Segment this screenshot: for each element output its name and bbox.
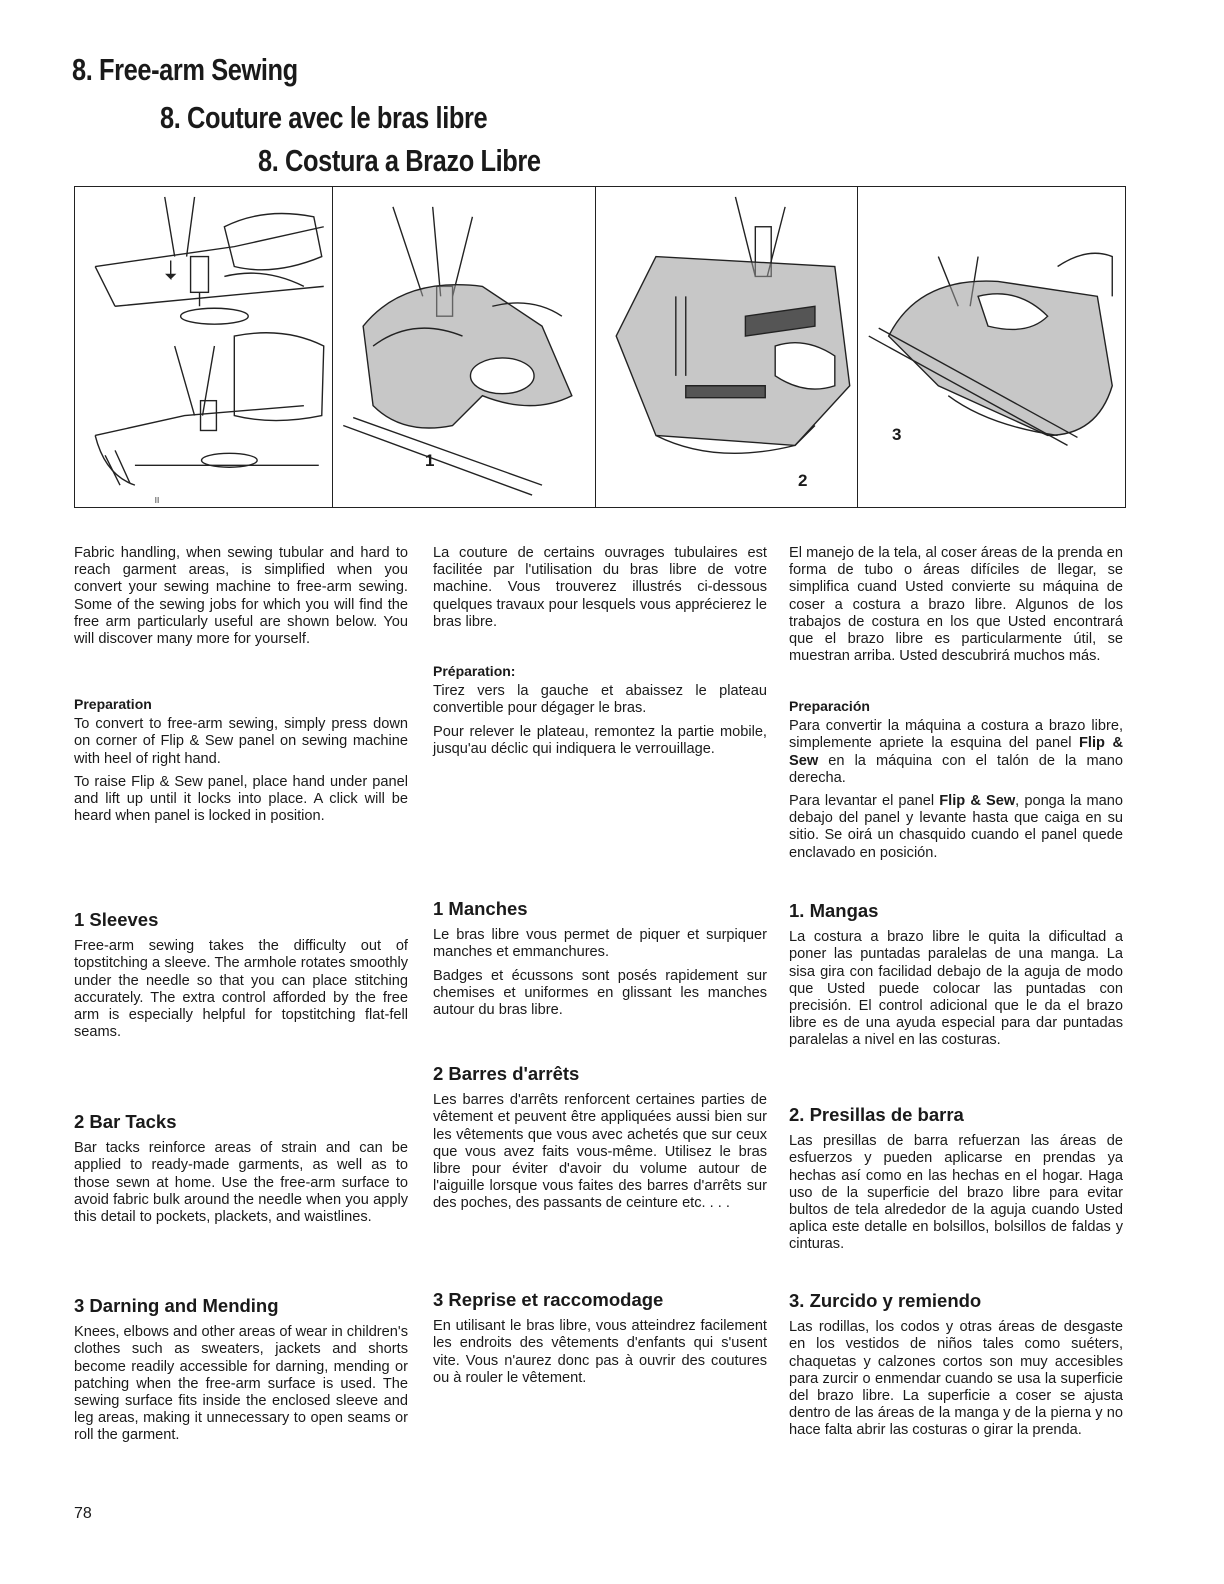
section-text-sleeves: Free-arm sewing takes the difficulty out of topstitching a sleeve. The armhole rotates smoothly under the needle so that you can place stitching accurately. The extra control afforded by the free arm is especially helpful for topstitching flat-fell seams. [74,938,408,1041]
section-heading-barres: 2 Barres d'arrêts [433,1063,580,1084]
section-text-bar-tacks: Bar tacks reinforce areas of strain and can be applied to ready-made garments, as well as to those sewn at home. Use the free-arm surface to avoid fabric bulk around the needle when you apply this detail to pockets, plackets, and waistlines. [74,1140,408,1226]
illustration-bar-tacks [596,187,858,507]
section-heading-darning: 3 Darning and Mending [74,1295,279,1316]
section-heading-mangas: 1. Mangas [789,900,879,921]
preparation-heading: Preparación [789,698,870,714]
intro-text: El manejo de la tela, al coser áreas de la prenda en forma de tubo o áreas difíciles de llegar, se simplifica cuand Usted convierte su máquina de coser a costura a brazo libre. Algunos de los trabajos de costura en los que Usted encontrará que el brazo libre es particularmente útil, se muestran arriba. Usted descubrirá muchos más. [789,545,1123,665]
preparation-text-2: To raise Flip & Sew panel, place hand under panel and lift up until it locks into place. A click will be heard when panel is locked in position. [74,773,408,825]
page-title-es: 8. Costura a Brazo Libre [258,143,541,178]
preparation-text-1: Para convertir la máquina a costura a brazo libre, simplemente apriete la esquina del panel Flip & Sew en la máquina con el talón de la mano derecha. [789,718,1123,786]
intro-text: Fabric handling, when sewing tubular and hard to reach garment areas, is simplified when you convert your sewing machine to free-arm sewing. Some of the sewing jobs for which you will find the free arm particularly useful are shown below. You will discover many more for yourself. [74,545,408,648]
section-heading-sleeves: 1 Sleeves [74,909,159,930]
section-text-manches-1: Le bras libre vous permet de piquer et surpiquer manches et emmanchures. [433,927,767,961]
section-heading-bar-tacks: 2 Bar Tacks [74,1111,177,1132]
page-number: 78 [74,1505,92,1522]
section-heading-presillas: 2. Presillas de barra [789,1104,964,1125]
preparation-text-1: Tirez vers la gauche et abaissez le plateau convertible pour dégager le bras. [433,683,767,717]
section-text-zurcido: Las rodillas, los codos y otras áreas de desgaste en los vestidos de niños tales como suéters, chaquetas y calzones cortos son muy accesibles para zurcir o enmendar cuando se usa la superficie del brazo libre. La superficie a coser se ajusta dentro de las áreas de la manga y de la pierna y no hace falta abrir las costuras o girar la prenda. [789,1319,1123,1439]
illustration-sleeves [333,187,596,507]
panel-label-3: 3 [892,425,902,444]
preparation-text-2: Pour relever le plateau, remontez la partie mobile, jusqu'au déclic qui indiquera le verrouillage. [433,723,767,757]
section-text-mangas: La costura a brazo libre le quita la dificultad a poner las puntadas paralelas de una manga. La sisa gira con facilidad debajo de la aguja de modo que Usted puede colocar las puntadas con precisión. El control adicional que le da el brazo libre es de una ayuda especial para dar puntadas paralelas a nivel en las costuras. [789,929,1123,1049]
panel-label-2: 2 [798,471,808,490]
section-text-manches-2: Badges et écussons sont posés rapidement sur chemises et uniformes en glissant les manches autour du bras libre. [433,967,767,1019]
intro-text: La couture de certains ouvrages tubulaires est facilitée par l'utilisation du bras libre de votre machine. Vous trouverez illustrés ci-dessous quelques travaux pour lesquels vous apprécierez le bras libre. [433,545,767,630]
illustration-strip [74,186,1126,508]
illustration-flip-and-sew [75,187,333,507]
section-heading-reprise: 3 Reprise et raccomodage [433,1289,664,1310]
section-text-reprise: En utilisant le bras libre, vous atteindrez facilement les endroits des vêtements d'enfants qui s'usent vite. Vous n'aurez donc pas à ouvrir des coutures ou à rouler le vêtement. [433,1318,767,1386]
preparation-text-1: To convert to free-arm sewing, simply press down on corner of Flip & Sew panel on sewing machine with heel of right hand. [74,716,408,767]
panel1-marker: II [154,496,160,506]
section-heading-zurcido: 3. Zurcido y remiendo [789,1290,982,1311]
section-heading-manches: 1 Manches [433,898,528,919]
illustration-darning [858,187,1127,507]
page-title-en: 8. Free-arm Sewing [72,52,298,87]
page-title-fr: 8. Couture avec le bras libre [160,100,488,135]
preparation-heading: Preparation [74,696,152,712]
preparation-heading: Préparation: [433,663,516,679]
preparation-text-2: Para levantar el panel Flip & Sew, ponga la mano debajo del panel y levante hasta que caiga en su sitio. Se oirá un chasquido cuando el panel quede enclavado en posición. [789,793,1124,861]
section-text-presillas: Las presillas de barra refuerzan las áreas de esfuerzos y pueden aplicarse en prendas ya hechas así como en las hechas en el hogar. Haga uso de la superficie del brazo libre para evitar bultos de tela alrededor de la aguja cuando Usted aplica este detalle en bolsillos, bolsillos de faldas y cinturas. [789,1133,1123,1253]
section-text-darning: Knees, elbows and other areas of wear in children's clothes such as sweaters, jackets and shorts become readily accessible for darning, mending or patching when the free-arm surface is used. The sewing surface fits inside the enclosed sleeve and leg areas, making it unnecessary to open seams or roll the garment. [74,1324,408,1444]
section-text-barres: Les barres d'arrêts renforcent certaines parties de vêtement et peuvent être appliquées aussi bien sur les vêtements que vous avec achetés que sur ceux que vous avez faits vous-même. Utilisez le bras libre pour éviter d'avoir du volume autour de l'aiguille lorsque vous faites des barres d'arrêts sur des poches, des passants de ceinture etc. . . . [433,1092,767,1212]
panel-label-1: 1 [425,451,435,470]
